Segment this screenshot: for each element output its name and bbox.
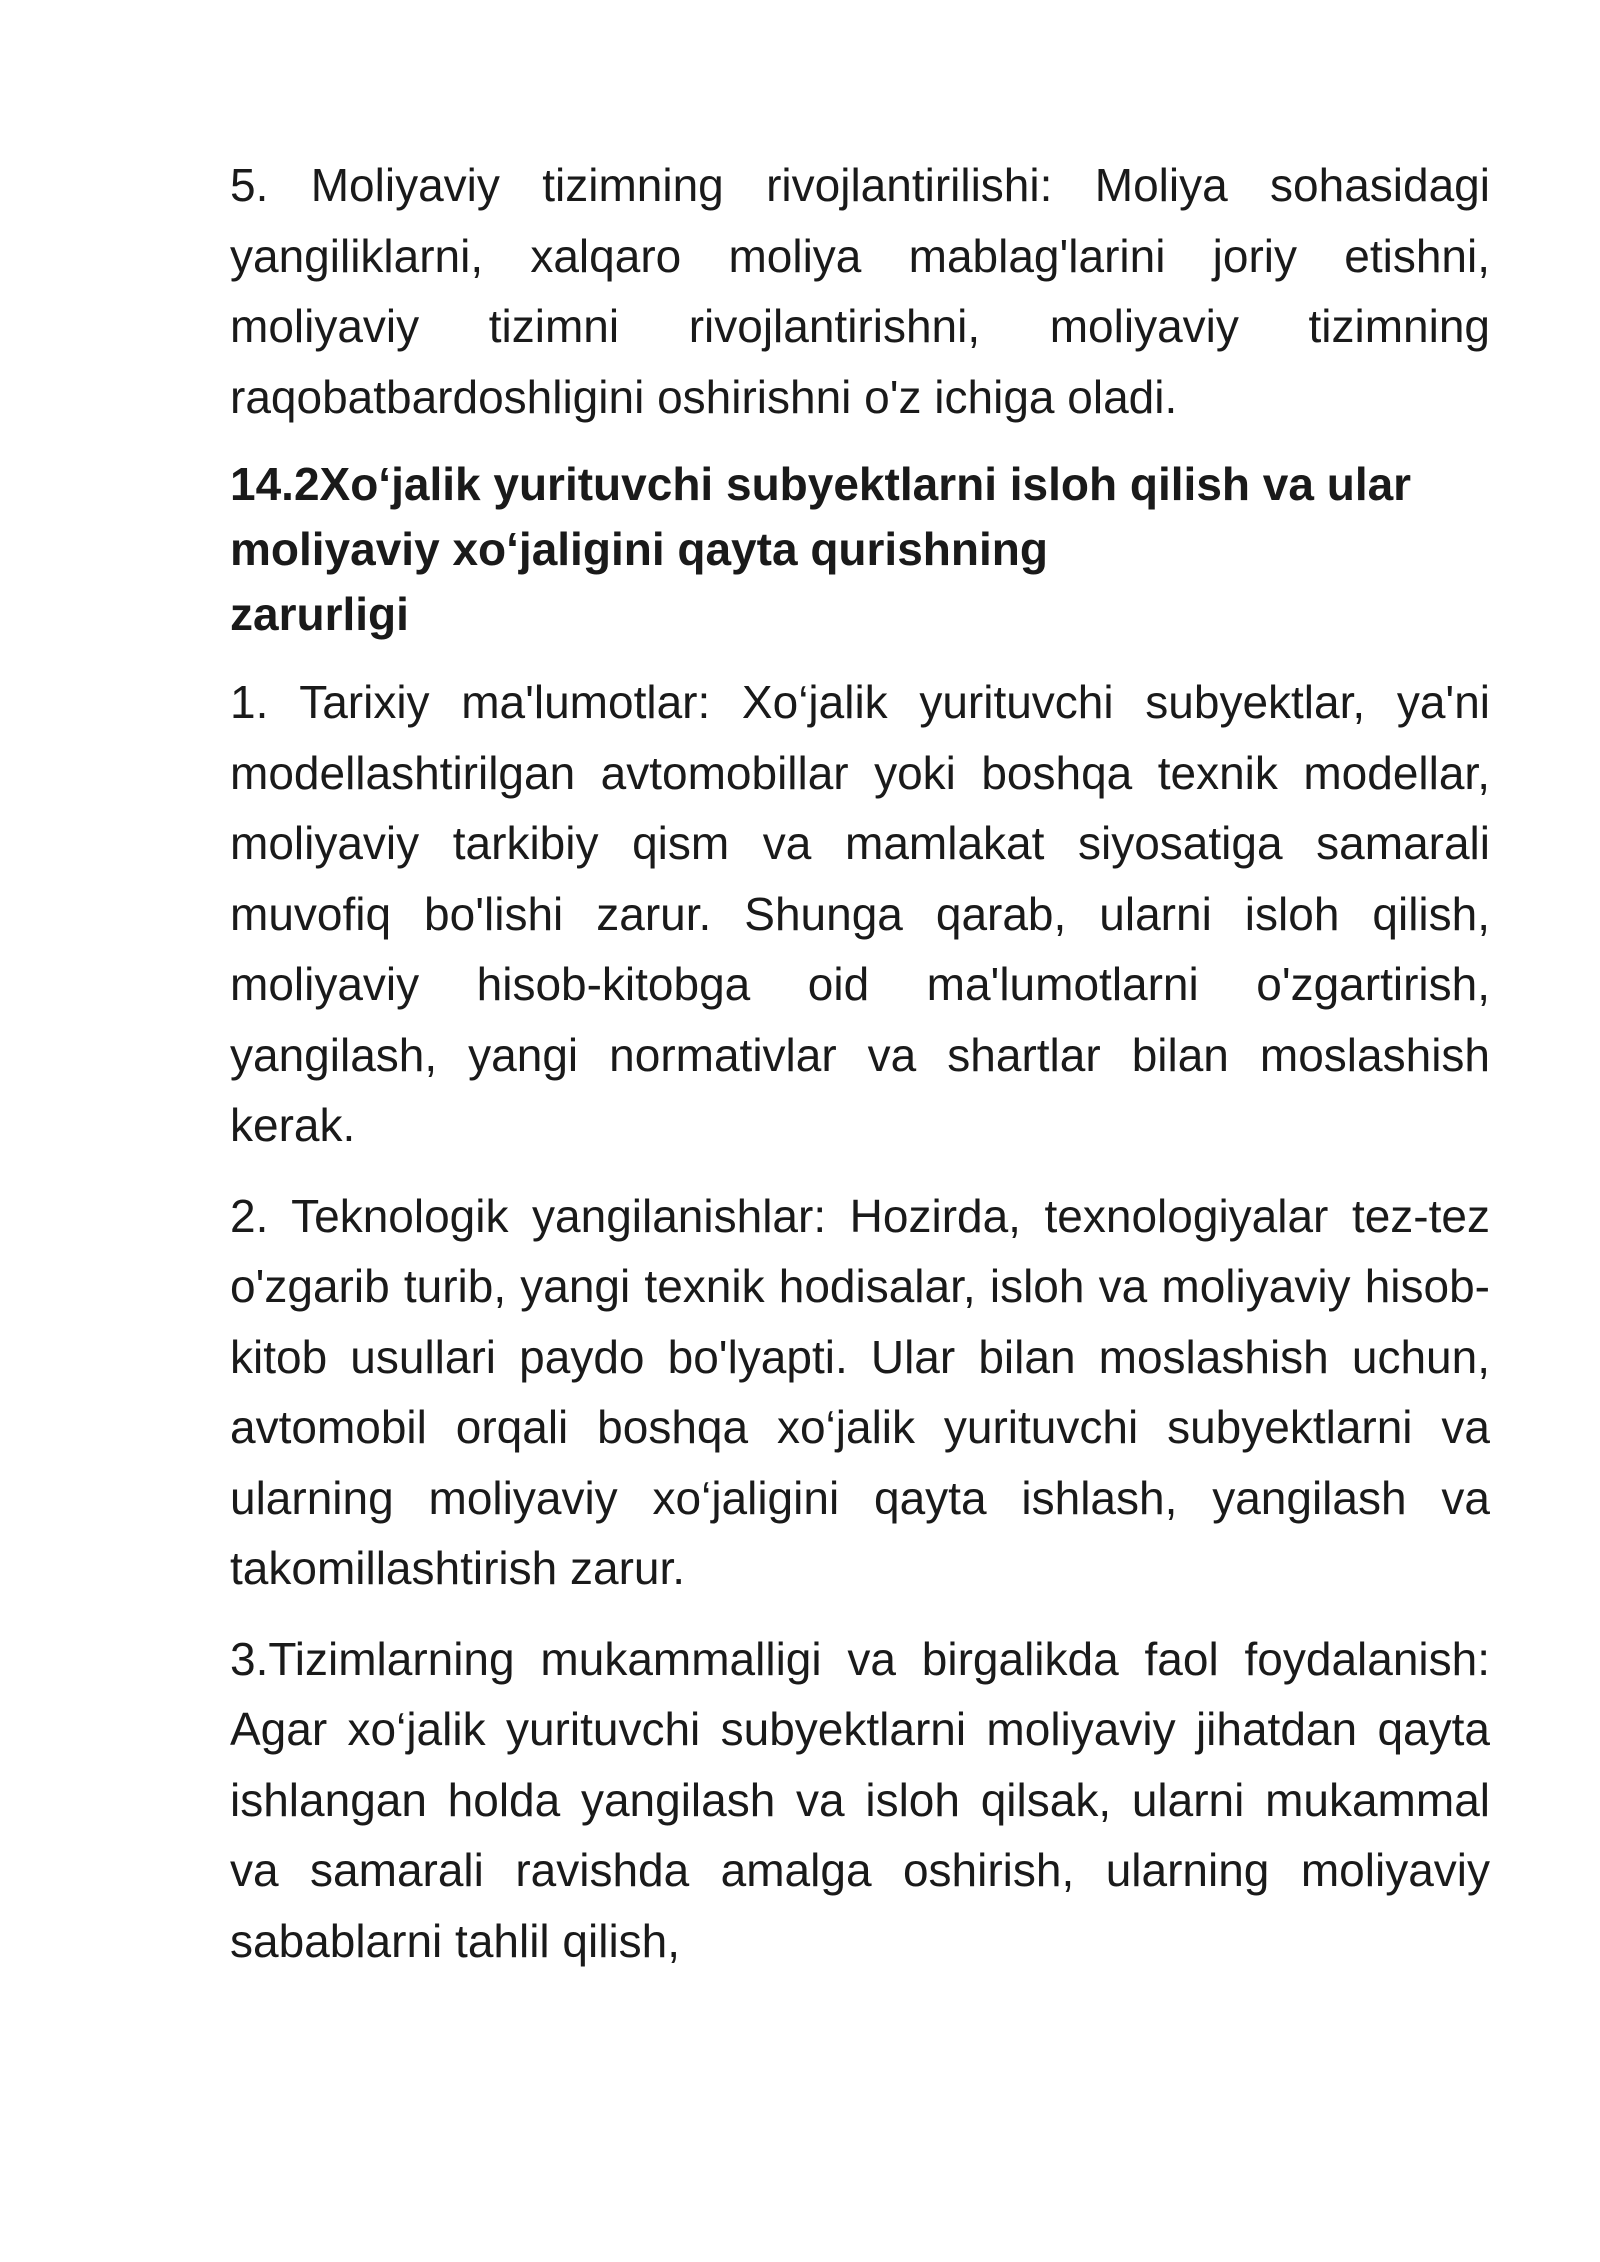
section-heading-line-2: moliyaviy xo‘jaligini qayta qurishning: [230, 523, 1048, 575]
section-heading: [230, 452, 1490, 647]
document-page: [230, 150, 1490, 1996]
paragraph-5: 5. Moliyaviy tizimning rivojlantirilishi: Moliya sohasidagi yangiliklarni, xalqaro moliya mablag'larini joriy etishni, moliyaviy tizimni rivojlantirishni, moliyaviy tizimning raqobatbardoshligini oshirishni o'z ichiga oladi.: [230, 159, 1490, 423]
paragraph-1: 1. Tarixiy ma'lumotlar: Xo‘jalik yurituvchi subyektlar, ya'ni modellashtirilgan avtomobillar yoki boshqa texnik modellar, moliyaviy tarkibiy qism va mamlakat siyosatiga samarali muvofiq bo'lishi zarur. Shunga qarab, ularni isloh qilish, moliyaviy hisob-kitobga oid ma'lumotlarni o'zgartirish, yangilash, yangi normativlar va shartlar bilan moslashish kerak.: [230, 676, 1490, 1151]
paragraph-2: 2. Teknologik yangilanishlar: Hozirda, texnologiyalar tez-tez o'zgarib turib, yangi texnik hodisalar, isloh va moliyaviy hisob-kitob usullari paydo bo'lyapti. Ular bilan moslashish uchun, avtomobil orqali boshqa xo‘jalik yurituvchi subyektlarni va ularning moliyaviy xo‘jaligini qayta ishlash, yangilash va takomillashtirish zarur.: [230, 1189, 1490, 1594]
paragraph-3: 3.Tizimlarning mukammalligi va birgalikda faol foydalanish: Agar xo‘jalik yurituvchi subyektlarni moliyaviy jihatdan qayta ishlangan holda yangilash va isloh qilsak, ularni mukammal va samarali ravishda amalga oshirish, ularning moliyaviy sabablarni tahlil qilish,: [230, 1632, 1490, 1967]
section-heading-line-3: zarurligi: [230, 588, 409, 640]
section-heading-line-1: 14.2Xo‘jalik yurituvchi subyektlarni isloh qilish va ular: [230, 458, 1412, 510]
